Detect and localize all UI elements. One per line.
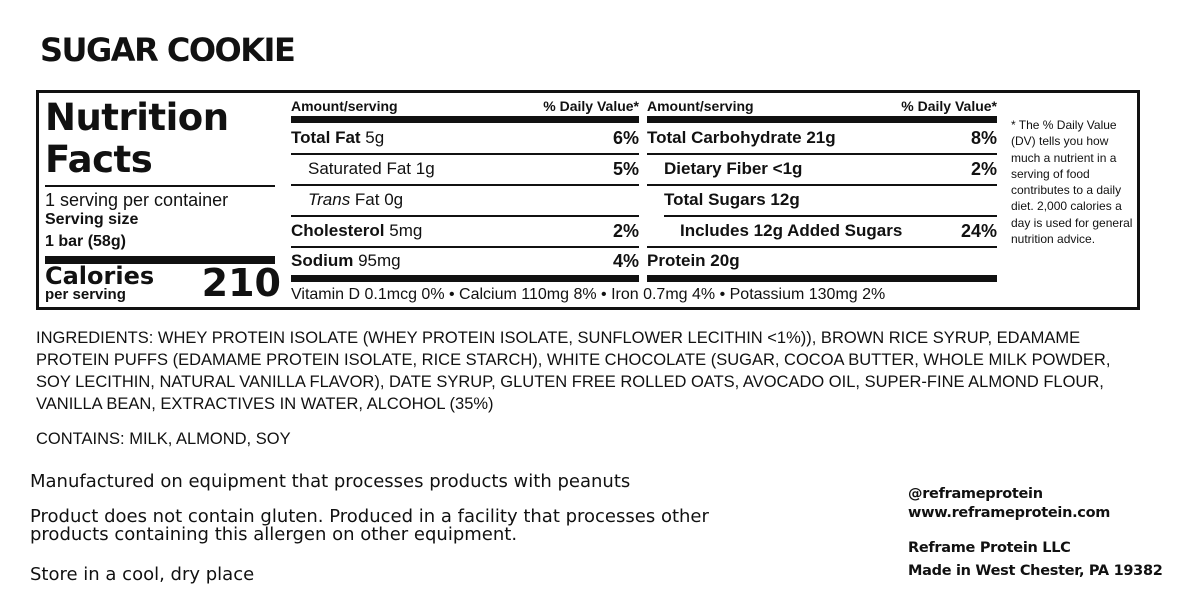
table-header xyxy=(291,98,639,116)
nutrient-row-protein xyxy=(647,246,997,276)
nutrient-daily-value: 24% xyxy=(960,221,997,241)
nutrient-name: Includes 12g Added Sugars xyxy=(680,221,903,240)
nutrition-header-column xyxy=(45,93,281,307)
thick-divider xyxy=(291,275,639,282)
nutrient-daily-value: 2% xyxy=(612,221,639,241)
thick-divider xyxy=(647,116,997,123)
nutrient-row-trans-fat xyxy=(291,185,639,215)
nutrient-table-left xyxy=(291,93,639,283)
amount-serving-header: Amount/serving xyxy=(291,98,398,114)
nutrient-table-right xyxy=(647,93,997,283)
vitamins-minerals-line: Vitamin D 0.1mcg 0% • Calcium 110mg 8% • Iron 0.7mg 4% • Potassium 130mg 2% xyxy=(291,286,886,303)
nutrient-amount: 21g xyxy=(801,128,836,147)
nutrient-amount: 12g xyxy=(765,190,800,209)
storage-notice: Store in a cool, dry place xyxy=(30,564,255,585)
nutrient-name: Protein xyxy=(647,251,706,270)
nutrient-row-sodium xyxy=(291,246,639,276)
ingredients-list: INGREDIENTS: WHEY PROTEIN ISOLATE (WHEY PROTEIN ISOLATE, SUNFLOWER LECITHIN <1%)), BROWN RICE SYRUP, EDAMAME PROTEIN PUFFS (EDAMAME PROTEIN ISOLATE, RICE STARCH), WHITE CHOCOLATE (SUGAR, COCOA BUTTER, WHOLE MILK POWDER, SOY LECITHIN, NATURAL VANILLA FLAVOR), DATE SYRUP, GLUTEN FREE ROLLED OATS, AVOCADO OIL, SUPER-FINE ALMOND FLOUR, VANILLA BEAN, EXTRACTIVES IN WATER, ALCOHOL (35%) xyxy=(36,329,1111,413)
amount-serving-header: Amount/serving xyxy=(647,98,754,114)
nutrient-row-cholesterol xyxy=(291,216,639,246)
nutrient-amount: 5mg xyxy=(384,221,423,240)
daily-value-header: % Daily Value* xyxy=(901,98,997,114)
nutrient-name: Total Sugars xyxy=(664,190,766,209)
nutrient-amount: <1g xyxy=(767,159,803,178)
table-header xyxy=(647,98,997,116)
company-name: Reframe Protein LLC xyxy=(908,540,1071,556)
nutrient-daily-value: 6% xyxy=(612,128,639,148)
serving-size-label: Serving size xyxy=(45,211,139,228)
nutrient-row-saturated-fat xyxy=(291,154,639,184)
thick-divider xyxy=(647,275,997,282)
thick-divider xyxy=(291,116,639,123)
product-title: SUGAR COOKIE xyxy=(40,31,295,69)
nutrient-row-total-sugars xyxy=(647,185,997,215)
nutrition-facts-title xyxy=(45,97,229,181)
peanut-notice: Manufactured on equipment that processes products with peanuts xyxy=(30,471,631,492)
daily-value-footnote: * The % Daily Value (DV) tells you how much a nutrient in a serving of food contributes to a daily diet. 2,000 calories a day is used for general nutrition advice. xyxy=(1011,118,1133,247)
calories-value: 210 xyxy=(201,261,281,305)
nutrient-name: Total Fat xyxy=(291,128,361,147)
nutrient-daily-value: 2% xyxy=(970,159,997,179)
daily-value-header: % Daily Value* xyxy=(543,98,639,114)
nutrient-amount: 95mg xyxy=(353,251,401,270)
nutrition-facts-panel xyxy=(36,90,1140,310)
manufacture-location: Made in West Chester, PA 19382 xyxy=(908,563,1163,579)
website-url: www.reframeprotein.com xyxy=(908,505,1111,521)
nutrient-amount: 5g xyxy=(360,128,385,147)
nutrient-row-added-sugars xyxy=(647,216,997,246)
calories-label: Calories xyxy=(45,262,155,290)
nutrient-row-total-carbohydrate xyxy=(647,123,997,153)
nutrition-title-line1: Nutrition xyxy=(45,96,229,139)
nutrient-row-dietary-fiber xyxy=(647,154,997,184)
nutrient-amount: 1g xyxy=(411,159,435,178)
nutrient-daily-value: 4% xyxy=(612,251,639,271)
servings-per-container: 1 serving per container xyxy=(45,190,229,210)
nutrient-name: Trans xyxy=(308,190,351,209)
social-handle: @reframeprotein xyxy=(908,486,1043,502)
serving-size-value: 1 bar (58g) xyxy=(45,233,126,250)
nutrient-name: Sodium xyxy=(291,251,354,270)
gluten-notice-line1: Product does not contain gluten. Produced in a facility that processes other xyxy=(30,506,709,527)
nutrient-name: Cholesterol xyxy=(291,221,385,240)
divider xyxy=(45,185,275,187)
nutrition-title-line2: Facts xyxy=(45,138,153,181)
nutrient-daily-value: 8% xyxy=(970,128,997,148)
nutrient-daily-value: 5% xyxy=(612,159,639,179)
calories-sublabel: per serving xyxy=(45,286,126,303)
nutrient-name: Saturated Fat xyxy=(308,159,412,178)
nutrient-name: Total Carbohydrate xyxy=(647,128,802,147)
nutrient-row-total-fat xyxy=(291,123,639,153)
nutrient-amount: Fat 0g xyxy=(350,190,404,209)
gluten-notice-line2: products containing this allergen on other equipment. xyxy=(30,524,518,545)
allergen-contains: CONTAINS: MILK, ALMOND, SOY xyxy=(36,430,291,448)
nutrient-amount: 20g xyxy=(705,251,740,270)
nutrient-name: Dietary Fiber xyxy=(664,159,768,178)
